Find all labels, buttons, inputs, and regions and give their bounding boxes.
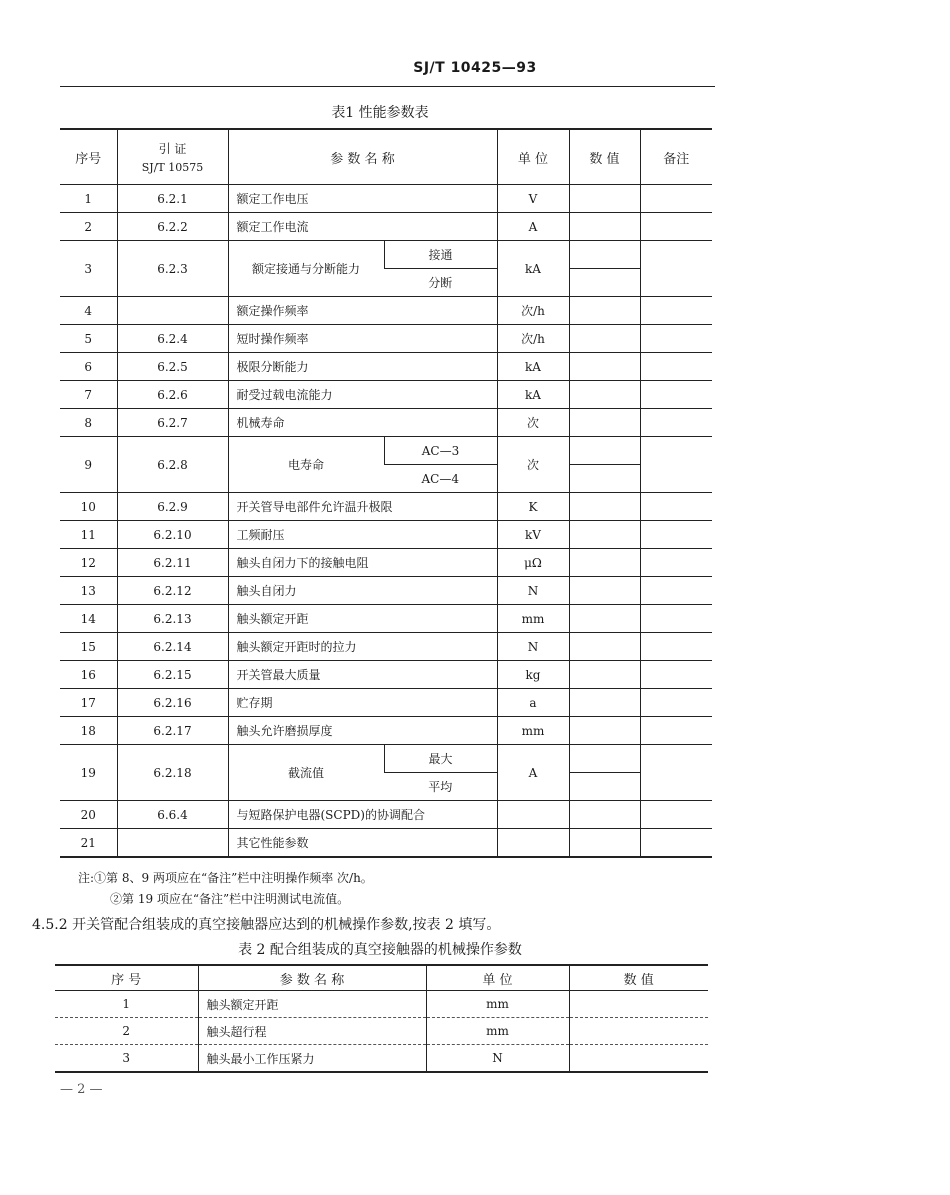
row-sub-parameter: 平均 (384, 773, 497, 801)
header-ref (117, 129, 228, 185)
row-unit: mm (426, 991, 569, 1018)
row-parameter-name: 触头超行程 (198, 1018, 426, 1045)
table1-row (60, 353, 712, 381)
row-unit: μΩ (497, 549, 569, 577)
row-reference: 6.2.16 (117, 689, 228, 717)
row-unit: N (497, 633, 569, 661)
row-parameter-name: 耐受过载电流能力 (228, 381, 497, 409)
row-reference (117, 829, 228, 858)
row-unit: A (497, 213, 569, 241)
row-remark-cell[interactable] (640, 745, 712, 801)
row-parameter-name: 触头额定开距 (228, 605, 497, 633)
row-number: 2 (60, 213, 117, 241)
row-parameter-name: 开关管最大质量 (228, 661, 497, 689)
row-reference: 6.2.18 (117, 745, 228, 801)
row-remark-cell[interactable] (640, 437, 712, 493)
row-value-cell[interactable] (569, 325, 640, 353)
row-number: 20 (60, 801, 117, 829)
row-value-cell[interactable] (569, 661, 640, 689)
row-remark-cell[interactable] (640, 549, 712, 577)
row-reference: 6.2.17 (117, 717, 228, 745)
row-value-cell[interactable] (569, 605, 640, 633)
row-unit: kV (497, 521, 569, 549)
row-number: 14 (60, 605, 117, 633)
table1-row (60, 549, 712, 577)
header-ref-line2: SJ/T 10575 (141, 161, 204, 174)
row-value-cell[interactable] (569, 521, 640, 549)
table2-row (55, 1018, 708, 1045)
row-sub-parameter: 最大 (384, 745, 497, 773)
table2-row (55, 991, 708, 1018)
table1-row (60, 633, 712, 661)
row-unit: mm (497, 717, 569, 745)
row-number: 4 (60, 297, 117, 325)
header-remark: 备注 (640, 129, 712, 185)
row-remark-cell[interactable] (640, 297, 712, 325)
table2-header-row (55, 965, 708, 991)
row-value-cell[interactable] (569, 269, 640, 297)
row-number: 12 (60, 549, 117, 577)
row-reference: 6.2.4 (117, 325, 228, 353)
row-number: 2 (55, 1018, 198, 1045)
table1-note-1: 注:①第 8、9 两项应在“备注”栏中注明操作频率 次/h。 (78, 871, 373, 885)
row-remark-cell[interactable] (640, 605, 712, 633)
row-parameter-name: 额定接通与分断能力 (228, 241, 384, 297)
row-value-cell[interactable] (569, 773, 640, 801)
table1-header-row (60, 129, 712, 185)
row-number: 3 (55, 1045, 198, 1073)
header-rule (60, 86, 715, 87)
row-unit: N (497, 577, 569, 605)
row-value-cell[interactable] (569, 745, 640, 773)
row-reference: 6.2.1 (117, 185, 228, 213)
row-number: 3 (60, 241, 117, 297)
row-number: 10 (60, 493, 117, 521)
row-unit (497, 829, 569, 858)
row-parameter-name: 额定操作频率 (228, 297, 497, 325)
row-value-cell[interactable] (569, 829, 640, 858)
row-sub-parameter: 接通 (384, 241, 497, 269)
row-unit: K (497, 493, 569, 521)
row-reference: 6.2.13 (117, 605, 228, 633)
row-unit: 次 (497, 437, 569, 493)
row-parameter-name: 触头自闭力下的接触电阻 (228, 549, 497, 577)
row-remark-cell[interactable] (640, 521, 712, 549)
mechanical-parameter-table (55, 964, 708, 1073)
table1-row (60, 577, 712, 605)
table1-row (60, 493, 712, 521)
table1-row (60, 437, 712, 465)
row-parameter-name: 贮存期 (228, 689, 497, 717)
row-number: 7 (60, 381, 117, 409)
row-unit: A (497, 745, 569, 801)
header-param: 参 数 名 称 (228, 129, 497, 185)
row-reference: 6.2.5 (117, 353, 228, 381)
row-number: 21 (60, 829, 117, 858)
row-value-cell[interactable] (569, 353, 640, 381)
row-parameter-name: 与短路保护电器(SCPD)的协调配合 (228, 801, 497, 829)
row-parameter-name: 触头自闭力 (228, 577, 497, 605)
row-value-cell[interactable] (569, 465, 640, 493)
row-parameter-name: 工频耐压 (228, 521, 497, 549)
row-value-cell[interactable] (569, 241, 640, 269)
row-value-cell[interactable] (569, 801, 640, 829)
row-remark-cell[interactable] (640, 213, 712, 241)
row-parameter-name: 短时操作频率 (228, 325, 497, 353)
page-number: — 2 — (60, 1082, 103, 1097)
table1-row (60, 241, 712, 269)
header-ref-line1: 引 证 (158, 142, 187, 156)
row-unit: kA (497, 241, 569, 297)
standard-code-header: SJ/T 10425—93 (413, 60, 537, 76)
table1-row (60, 801, 712, 829)
row-remark-cell[interactable] (640, 409, 712, 437)
row-unit: 次 (497, 409, 569, 437)
table1-caption: 表1 性能参数表 (331, 105, 429, 121)
row-value-cell[interactable] (569, 577, 640, 605)
row-unit (497, 801, 569, 829)
row-parameter-name: 机械寿命 (228, 409, 497, 437)
row-parameter-name: 电寿命 (228, 437, 384, 493)
row-reference: 6.2.3 (117, 241, 228, 297)
row-reference: 6.2.8 (117, 437, 228, 493)
row-sub-parameter: AC—4 (384, 465, 497, 493)
row-remark-cell[interactable] (640, 829, 712, 858)
row-unit: 次/h (497, 297, 569, 325)
row-unit: mm (426, 1018, 569, 1045)
row-parameter-name: 触头允许磨损厚度 (228, 717, 497, 745)
row-remark-cell[interactable] (640, 689, 712, 717)
table1-note-2: ②第 19 项应在“备注”栏中注明测试电流值。 (110, 892, 350, 906)
row-parameter-name: 触头额定开距 (198, 991, 426, 1018)
table1-row (60, 717, 712, 745)
t2-header-value: 数 值 (569, 965, 708, 991)
row-reference: 6.2.14 (117, 633, 228, 661)
row-remark-cell[interactable] (640, 353, 712, 381)
row-reference: 6.2.15 (117, 661, 228, 689)
row-value-cell[interactable] (569, 213, 640, 241)
row-reference: 6.2.7 (117, 409, 228, 437)
row-value-cell[interactable] (569, 991, 708, 1018)
table1-row (60, 185, 712, 213)
row-parameter-name: 触头额定开距时的拉力 (228, 633, 497, 661)
row-parameter-name: 极限分断能力 (228, 353, 497, 381)
row-value-cell[interactable] (569, 549, 640, 577)
table1-row (60, 521, 712, 549)
performance-parameter-table (60, 128, 712, 858)
row-number: 6 (60, 353, 117, 381)
row-number: 11 (60, 521, 117, 549)
row-parameter-name: 其它性能参数 (228, 829, 497, 858)
table1-row (60, 409, 712, 437)
row-number: 5 (60, 325, 117, 353)
row-value-cell[interactable] (569, 493, 640, 521)
t2-header-seq: 序 号 (55, 965, 198, 991)
t2-header-param: 参 数 名 称 (198, 965, 426, 991)
table1-row (60, 829, 712, 858)
row-number: 8 (60, 409, 117, 437)
row-reference: 6.2.6 (117, 381, 228, 409)
row-number: 17 (60, 689, 117, 717)
row-remark-cell[interactable] (640, 801, 712, 829)
row-value-cell[interactable] (569, 297, 640, 325)
table2-caption: 表 2 配合组装成的真空接触器的机械操作参数 (238, 942, 522, 958)
row-reference: 6.2.9 (117, 493, 228, 521)
table1-row (60, 381, 712, 409)
header-seq: 序号 (60, 129, 117, 185)
row-number: 9 (60, 437, 117, 493)
t2-header-unit: 单 位 (426, 965, 569, 991)
row-number: 1 (60, 185, 117, 213)
table1-row (60, 213, 712, 241)
row-remark-cell[interactable] (640, 633, 712, 661)
row-value-cell[interactable] (569, 717, 640, 745)
header-unit: 单 位 (497, 129, 569, 185)
row-value-cell[interactable] (569, 409, 640, 437)
row-sub-parameter: 分断 (384, 269, 497, 297)
row-remark-cell[interactable] (640, 241, 712, 297)
row-number: 13 (60, 577, 117, 605)
row-reference: 6.2.11 (117, 549, 228, 577)
row-remark-cell[interactable] (640, 577, 712, 605)
row-unit: 次/h (497, 325, 569, 353)
row-reference (117, 297, 228, 325)
row-sub-parameter: AC—3 (384, 437, 497, 465)
row-remark-cell[interactable] (640, 493, 712, 521)
row-value-cell[interactable] (569, 1018, 708, 1045)
row-parameter-name: 开关管导电部件允许温升极限 (228, 493, 497, 521)
row-unit: N (426, 1045, 569, 1073)
row-number: 16 (60, 661, 117, 689)
row-remark-cell[interactable] (640, 381, 712, 409)
row-value-cell[interactable] (569, 437, 640, 465)
row-unit: V (497, 185, 569, 213)
row-value-cell[interactable] (569, 185, 640, 213)
section-4-5-2: 4.5.2 开关管配合组装成的真空接触器应达到的机械操作参数,按表 2 填写。 (32, 917, 501, 933)
row-value-cell[interactable] (569, 1045, 708, 1073)
row-remark-cell[interactable] (640, 325, 712, 353)
table1-row (60, 689, 712, 717)
row-remark-cell[interactable] (640, 717, 712, 745)
row-unit: kA (497, 353, 569, 381)
row-parameter-name: 截流值 (228, 745, 384, 801)
row-unit: kA (497, 381, 569, 409)
table1-row (60, 605, 712, 633)
row-reference: 6.2.2 (117, 213, 228, 241)
row-number: 15 (60, 633, 117, 661)
row-number: 18 (60, 717, 117, 745)
row-reference: 6.6.4 (117, 801, 228, 829)
row-reference: 6.2.12 (117, 577, 228, 605)
row-unit: kg (497, 661, 569, 689)
header-value: 数 值 (569, 129, 640, 185)
table2-row (55, 1045, 708, 1073)
row-parameter-name: 额定工作电压 (228, 185, 497, 213)
table1-row (60, 325, 712, 353)
row-remark-cell[interactable] (640, 661, 712, 689)
row-parameter-name: 额定工作电流 (228, 213, 497, 241)
table1-row (60, 745, 712, 773)
row-unit: a (497, 689, 569, 717)
row-unit: mm (497, 605, 569, 633)
row-value-cell[interactable] (569, 381, 640, 409)
row-value-cell[interactable] (569, 689, 640, 717)
row-parameter-name: 触头最小工作压紧力 (198, 1045, 426, 1073)
row-value-cell[interactable] (569, 633, 640, 661)
table1-row (60, 661, 712, 689)
table1-row (60, 297, 712, 325)
row-number: 19 (60, 745, 117, 801)
row-reference: 6.2.10 (117, 521, 228, 549)
row-number: 1 (55, 991, 198, 1018)
row-remark-cell[interactable] (640, 185, 712, 213)
